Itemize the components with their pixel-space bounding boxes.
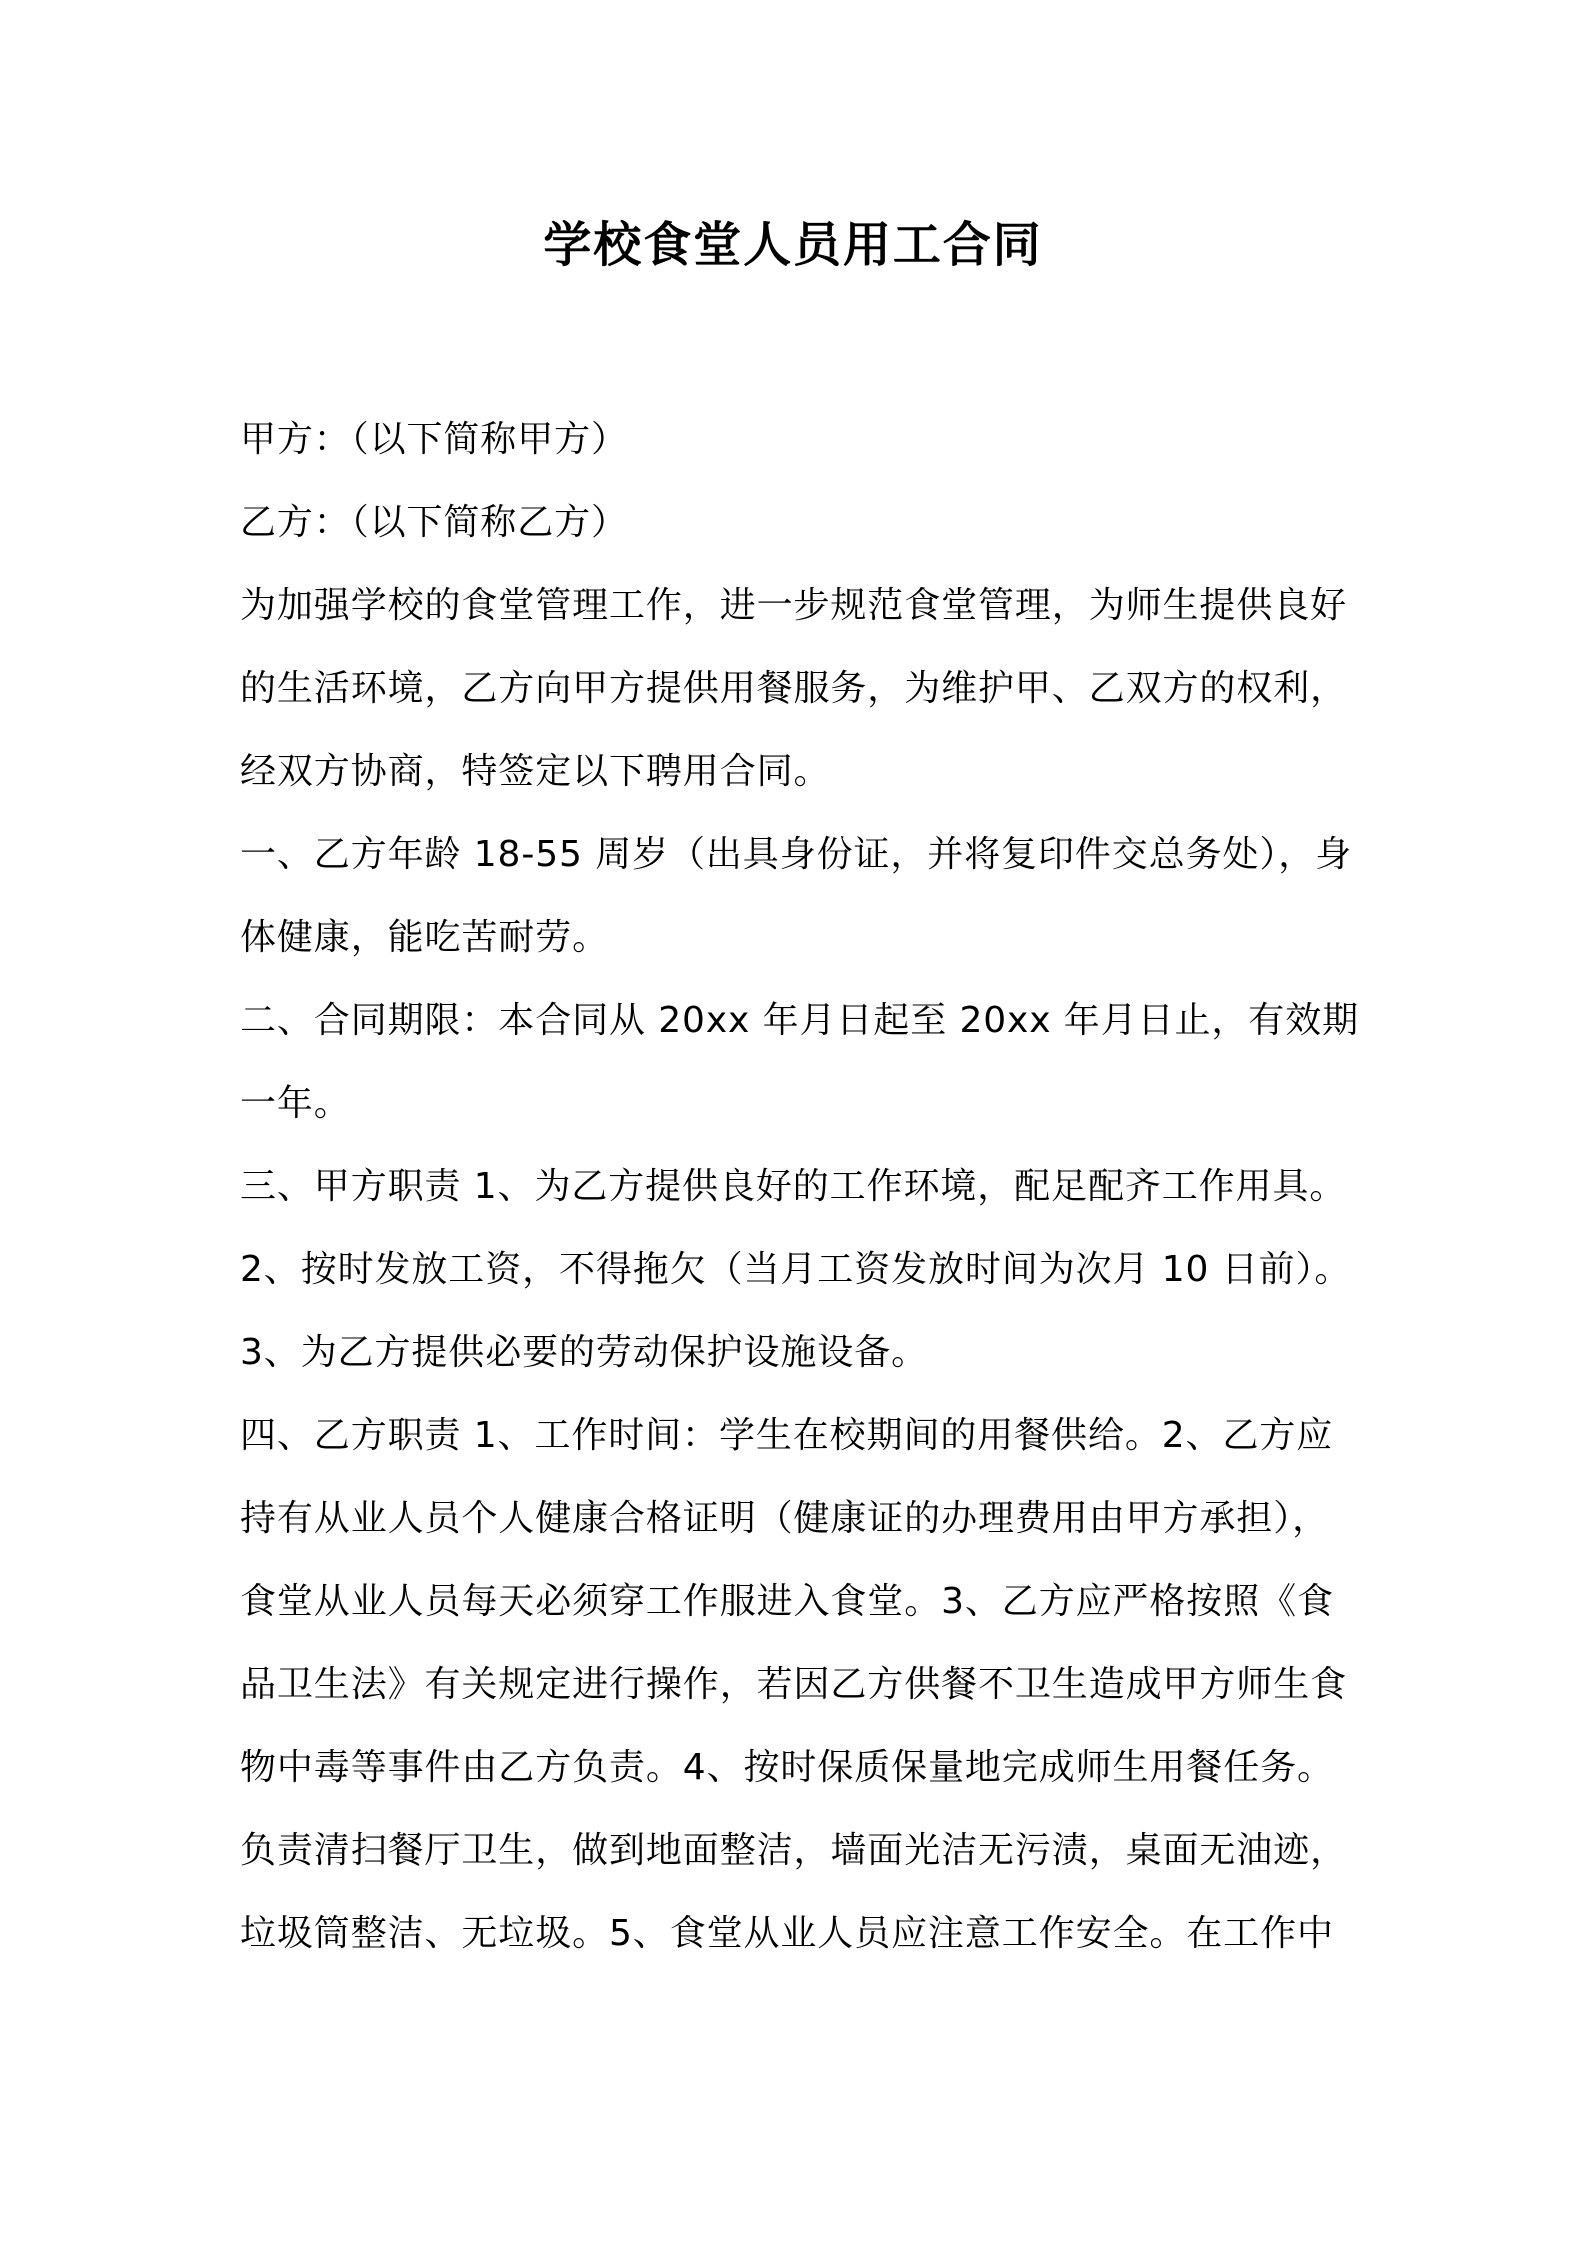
paragraph-line: 的生活环境，乙方向甲方提供用餐服务，为维护甲、乙双方的权利， [240,668,1348,709]
paragraph-line: 体健康，能吃苦耐劳。 [240,917,610,958]
paragraph-line: 一、乙方年龄 18-55 周岁（出具身份证，并将复印件交总务处），身 [240,834,1353,875]
paragraph-line: 品卫生法》有关规定进行操作，若因乙方供餐不卫生造成甲方师生食 [240,1664,1348,1705]
paragraph-line: 2、按时发放工资，不得拖欠（当月工资发放时间为次月 10 日前）。 [240,1249,1352,1290]
paragraph-line: 二、合同期限：本合同从 20xx 年月日起至 20xx 年月日止，有效期 [240,1000,1360,1041]
paragraph-line: 四、乙方职责 1、工作时间：学生在校期间的用餐供给。2、乙方应 [240,1415,1334,1456]
paragraph-line: 为加强学校的食堂管理工作，进一步规范食堂管理，为师生提供良好 [240,585,1348,626]
paragraph-line: 负责清扫餐厅卫生，做到地面整洁，墙面光洁无污渍，桌面无油迹， [240,1830,1348,1871]
paragraph-line: 3、为乙方提供必要的劳动保护设施设备。 [240,1332,929,1373]
paragraph-line: 三、甲方职责 1、为乙方提供良好的工作环境，配足配齐工作用具。 [240,1166,1347,1207]
paragraph-line: 一年。 [240,1083,351,1124]
paragraph-line: 经双方协商，特签定以下聘用合同。 [240,751,831,792]
paragraph-line: 持有从业人员个人健康合格证明（健康证的办理费用由甲方承担）， [240,1498,1330,1539]
document-title: 学校食堂人员用工合同 [543,217,1043,273]
paragraph-line: 垃圾筒整洁、无垃圾。5、食堂从业人员应注意工作安全。在工作中 [240,1913,1334,1954]
paragraph-line: 食堂从业人员每天必须穿工作服进入食堂。3、乙方应严格按照《食 [240,1581,1334,1622]
party-a-line: 甲方：（以下简称甲方） [240,419,628,460]
paragraph-line: 物中毒等事件由乙方负责。4、按时保质保量地完成师生用餐任务。 [240,1747,1334,1788]
party-b-line: 乙方：（以下简称乙方） [240,502,628,543]
